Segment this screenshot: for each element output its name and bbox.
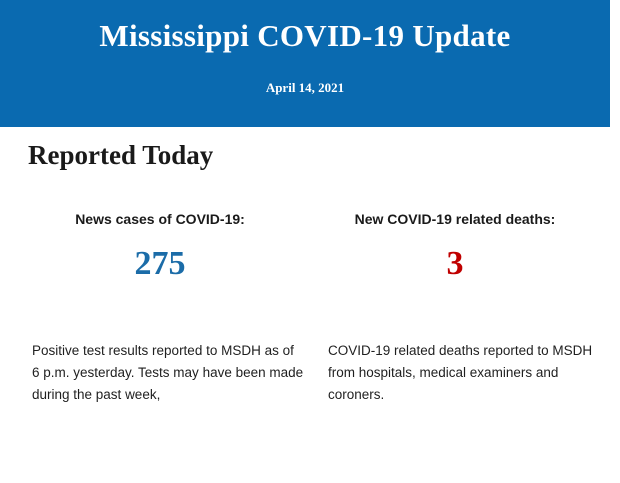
page-title: Mississippi COVID-19 Update (99, 18, 511, 53)
stat-description: COVID-19 related deaths reported to MSDH from hospitals, medical examiners and coroners. (328, 343, 593, 402)
stat-label: New COVID-19 related deaths: (354, 211, 556, 227)
stat-value: 3 (446, 245, 464, 282)
stat-description: Positive test results reported to MSDH as of 6 p.m. yesterday. Tests may have been made during the past week, (32, 343, 304, 402)
stats-row (0, 205, 620, 455)
stat-value: 275 (134, 245, 186, 282)
stat-label: News cases of COVID-19: (75, 211, 245, 227)
section-heading: Reported Today (28, 140, 214, 170)
header-banner (0, 0, 610, 127)
report-date: April 14, 2021 (265, 80, 345, 95)
